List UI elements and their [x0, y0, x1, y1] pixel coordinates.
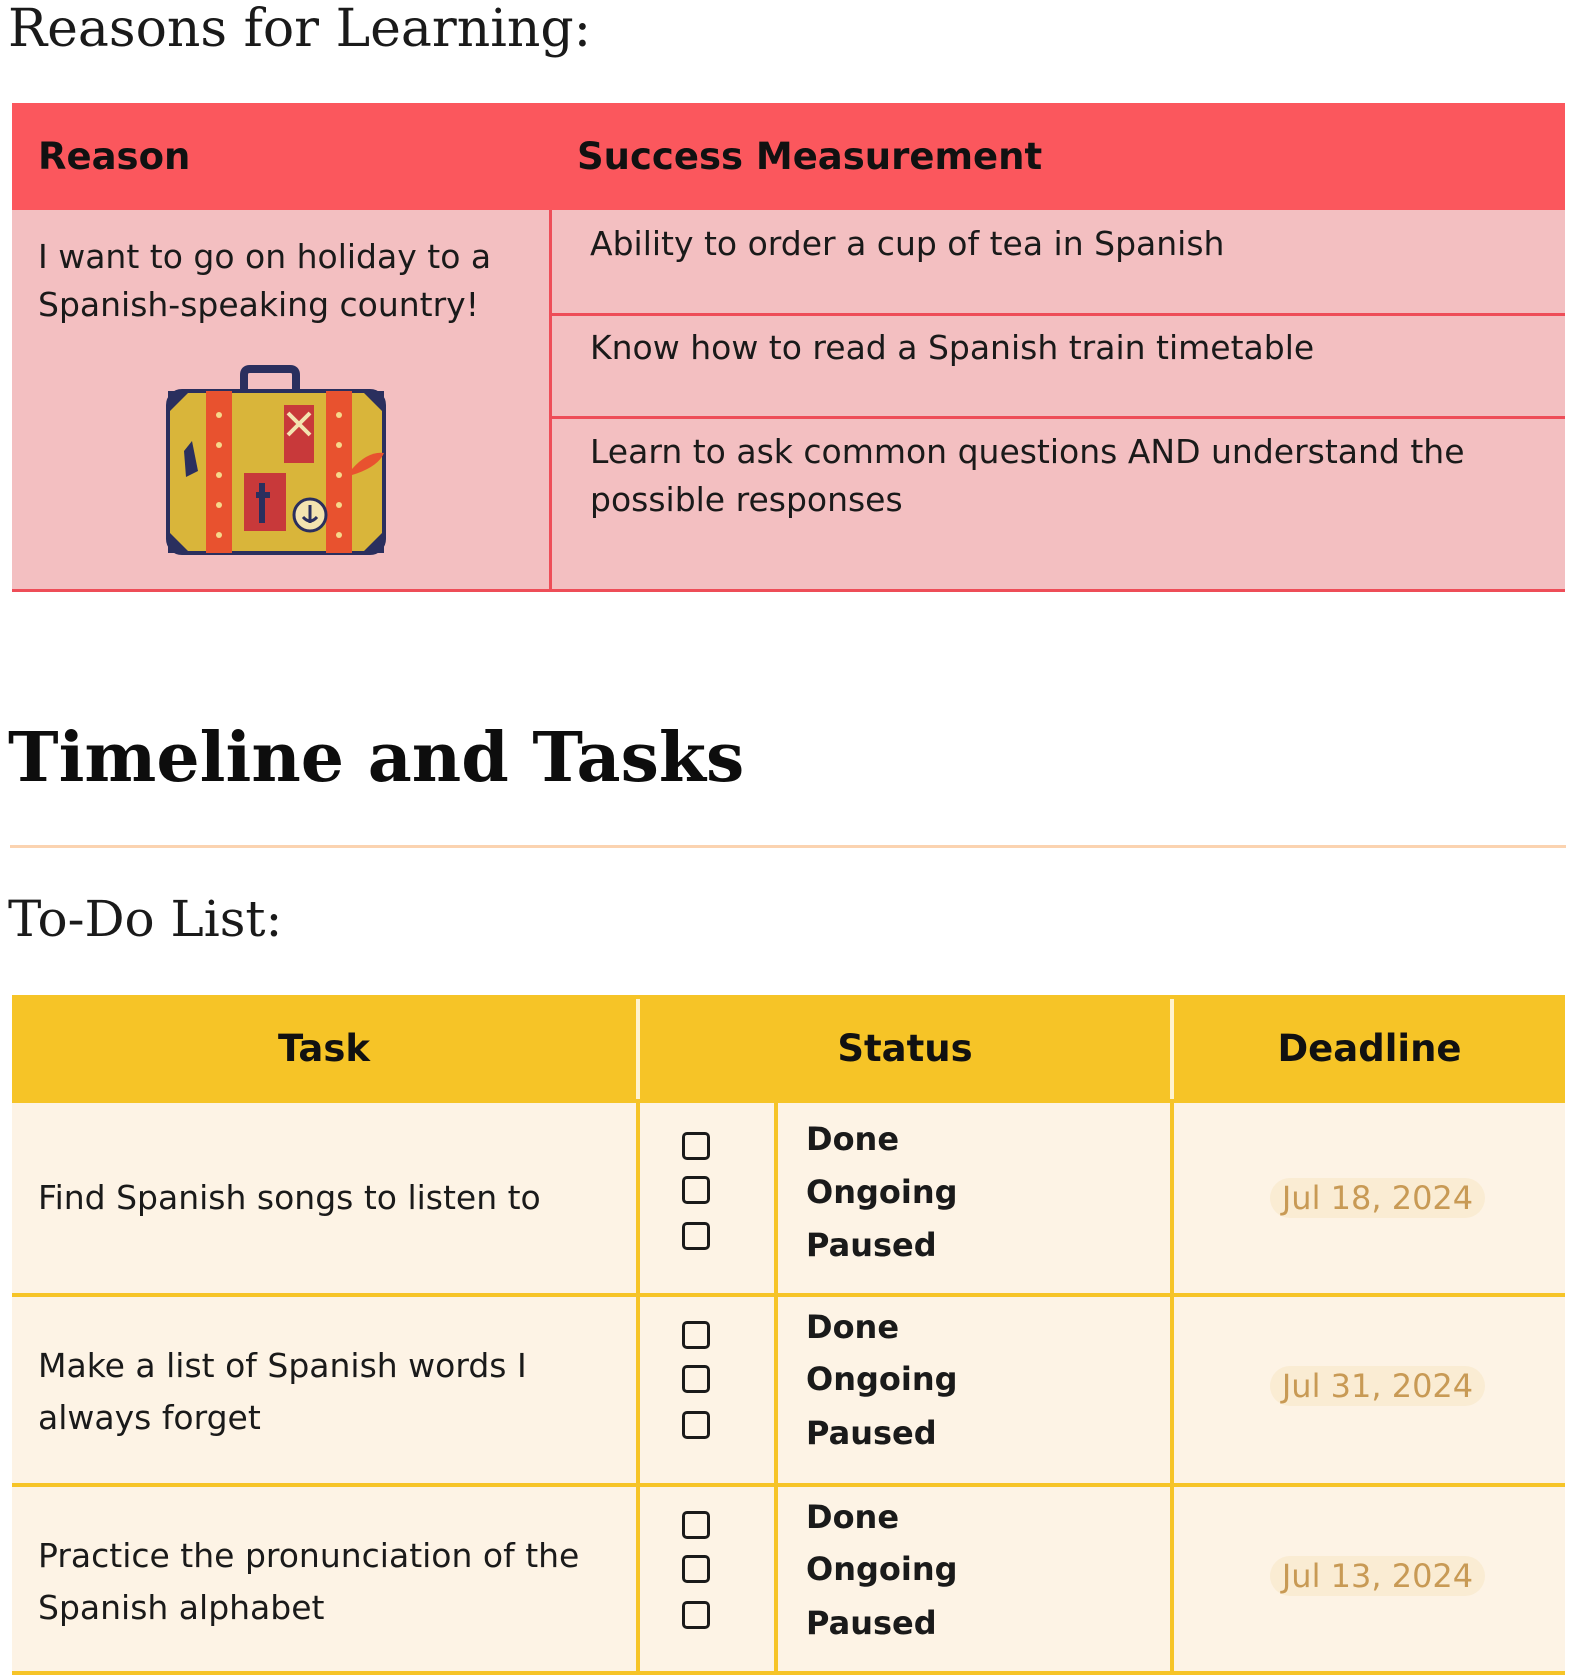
timeline-heading: Timeline and Tasks [8, 718, 745, 798]
deadline-date[interactable]: Jul 13, 2024 [1270, 1556, 1485, 1596]
column-header-reason: Reason [38, 135, 191, 178]
table-row [12, 1103, 1565, 1293]
status-checkbox-ongoing[interactable] [682, 1176, 710, 1204]
measurement-cell-3: Learn to ask common questions AND understand the possible responses [590, 432, 1465, 519]
status-label-ongoing: Ongoing [806, 1360, 958, 1398]
deadline-date[interactable]: Jul 31, 2024 [1270, 1366, 1485, 1406]
column-header-status: Status [837, 1027, 973, 1070]
status-label-paused: Paused [806, 1604, 937, 1642]
task-cell: Practice the pronunciation of the Spanish alphabet [38, 1536, 580, 1627]
status-checkbox-paused[interactable] [682, 1411, 710, 1439]
status-label-paused: Paused [806, 1414, 937, 1452]
deadline-date[interactable]: Jul 18, 2024 [1270, 1178, 1485, 1218]
status-checkbox-done[interactable] [682, 1511, 710, 1539]
status-label-done: Done [806, 1120, 900, 1158]
measurement-cell-2: Know how to read a Spanish train timetable [590, 328, 1315, 367]
column-header-success-measurement: Success Measurement [577, 135, 1043, 178]
status-checkbox-ongoing[interactable] [682, 1555, 710, 1583]
measurement-cell-1: Ability to order a cup of tea in Spanish [590, 224, 1225, 263]
row-divider [552, 313, 1565, 316]
status-checkbox-paused[interactable] [682, 1222, 710, 1250]
reasons-heading: Reasons for Learning: [8, 0, 592, 59]
status-checkbox-paused[interactable] [682, 1601, 710, 1629]
column-header-task: Task [277, 1027, 371, 1070]
table-row [12, 1297, 1565, 1487]
status-label-done: Done [806, 1308, 900, 1346]
task-cell: Make a list of Spanish words I always forget [38, 1346, 527, 1437]
row-divider [12, 1671, 1565, 1675]
status-label-ongoing: Ongoing [806, 1550, 958, 1588]
reasons-table-header [12, 103, 1565, 210]
reason-cell: I want to go on holiday to a Spanish-speaking country! [38, 237, 492, 324]
status-checkbox-done[interactable] [682, 1132, 710, 1160]
status-label-done: Done [806, 1498, 900, 1536]
section-divider [10, 845, 1566, 848]
suitcase-illustration [162, 365, 392, 560]
table-row [12, 1487, 1565, 1677]
status-label-ongoing: Ongoing [806, 1173, 958, 1211]
todo-table [12, 995, 1565, 1675]
status-label-paused: Paused [806, 1226, 937, 1264]
column-header-deadline: Deadline [1277, 1027, 1462, 1070]
row-divider [552, 416, 1565, 419]
task-cell: Find Spanish songs to listen to [38, 1178, 541, 1217]
todo-heading: To-Do List: [8, 890, 283, 948]
reasons-table [12, 103, 1565, 592]
status-checkbox-done[interactable] [682, 1321, 710, 1349]
status-checkbox-ongoing[interactable] [682, 1365, 710, 1393]
